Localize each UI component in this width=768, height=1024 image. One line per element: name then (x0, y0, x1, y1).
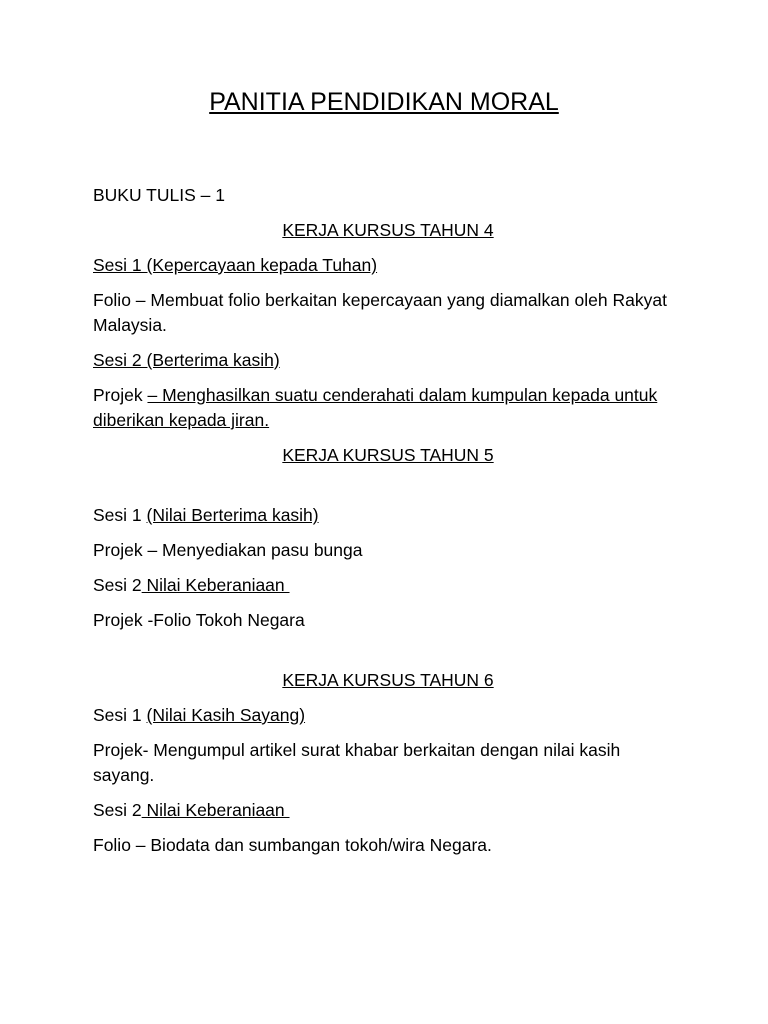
heading-tahun-6: KERJA KURSUS TAHUN 6 (282, 670, 494, 690)
tahun6-folio: Folio – Biodata dan sumbangan tokoh/wira Negara. (93, 835, 492, 855)
tahun4-sesi2-label: Sesi 2 (Berterima kasih) (93, 350, 280, 370)
tahun4-projek-text: – Menghasilkan suatu cenderahati dalam kumpulan kepada untuk diberikan kepada jiran. (93, 385, 658, 430)
tahun5-projek2: Projek -Folio Tokoh Negara (93, 610, 305, 630)
tahun6-sesi1-prefix: Sesi 1 (93, 705, 147, 725)
tahun6-sesi2-line (93, 798, 683, 823)
tahun5-sesi2-value: Nilai Keberaniaan (141, 575, 290, 595)
tahun5-sesi1-prefix: Sesi 1 (93, 505, 147, 525)
document-title: PANITIA PENDIDIKAN MORAL (209, 88, 559, 116)
spacer (93, 633, 683, 668)
tahun4-sesi1-label: Sesi 1 (Kepercayaan kepada Tuhan) (93, 255, 378, 275)
tahun6-projek1: Projek- Mengumpul artikel surat khabar berkaitan dengan nilai kasih sayang. (93, 740, 621, 785)
tahun4-folio-text: Folio – Membuat folio berkaitan kepercayaan yang diamalkan oleh Rakyat Malaysia. (93, 290, 667, 335)
heading-tahun-5: KERJA KURSUS TAHUN 5 (282, 445, 494, 465)
tahun5-sesi1-value: (Nilai Berterima kasih) (146, 505, 319, 525)
tahun5-projek1: Projek – Menyediakan pasu bunga (93, 540, 363, 560)
heading-tahun-4: KERJA KURSUS TAHUN 4 (282, 220, 494, 240)
tahun5-sesi1-line (93, 503, 683, 528)
tahun5-sesi2-prefix: Sesi 2 (93, 575, 142, 595)
spacer (93, 468, 683, 503)
buku-tulis-line: BUKU TULIS – 1 (93, 185, 225, 205)
tahun4-projek-paragraph (93, 383, 683, 433)
tahun6-sesi1-line (93, 703, 683, 728)
tahun5-sesi2-line (93, 573, 683, 598)
tahun6-sesi2-prefix: Sesi 2 (93, 800, 142, 820)
tahun6-sesi1-value: (Nilai Kasih Sayang) (146, 705, 306, 725)
tahun4-projek-prefix: Projek (93, 385, 148, 405)
document-body (93, 183, 683, 858)
tahun6-sesi2-value: Nilai Keberaniaan (141, 800, 290, 820)
